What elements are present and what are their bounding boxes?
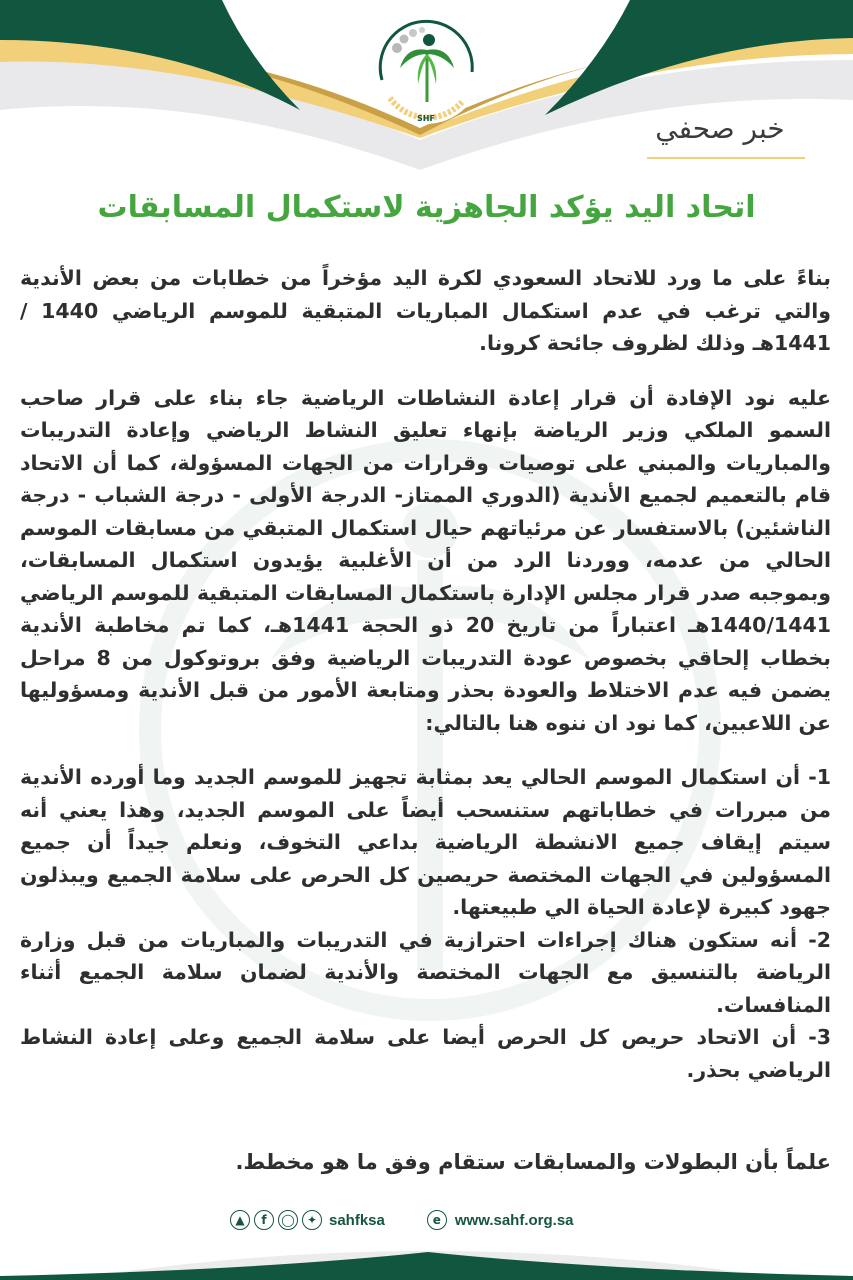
social-handle[interactable]: sahfksa (329, 1211, 385, 1229)
closing-note: علماً بأن البطولات والمسابقات ستقام وفق ما هو مخطط. (235, 1150, 831, 1174)
point-3: 3- أن الاتحاد حريص كل الحرص أيضا على سلامة الجميع وعلى إعادة النشاط الرياضي بحذر. (20, 1025, 831, 1082)
snapchat-icon[interactable]: ▲ (230, 1210, 250, 1230)
footer-contacts (230, 1206, 574, 1234)
press-release-label: خبر صحفي (655, 112, 785, 145)
point-2: 2- أنه ستكون هناك إجراءات احترازية في التدريبات والمباريات من قبل وزارة الرياضة بالتنسيق مع الجهات المختصة والأندية لضمان سلامة الجميع أثناء المنافسات. (20, 927, 831, 1017)
svg-text:SHF: SHF (417, 114, 435, 123)
instagram-icon[interactable]: ◯ (278, 1210, 298, 1230)
twitter-icon[interactable]: ✦ (302, 1210, 322, 1230)
kicker-underline (647, 157, 805, 159)
article-body (20, 262, 831, 1086)
facebook-icon[interactable]: f (254, 1210, 274, 1230)
paragraph-intro: بناءً على ما ورد للاتحاد السعودي لكرة اليد مؤخراً من خطابات من بعض الأندية والتي ترغب في عدم استكمال المباريات المتبقية للموسم الرياضي 1440 / 1441هـ وذلك لظروف جائحة كرونا. (20, 266, 832, 355)
shf-logo (366, 6, 486, 132)
paragraph-decision: عليه نود الإفادة أن قرار إعادة النشاطات الرياضية جاء بناء على قرار صاحب السمو الملكي وزير الرياضة بإنهاء تعليق النشاط الرياضي وإعادة التدريبات والمباريات والمبني على توصيات وقرارات من الجهات المسؤولة، كما أن الاتحاد قام بالتعميم لجميع الأندية (الدوري الممتاز- الدرجة الأولى - درجة الشباب - درجة الناشئين) بالاستفسار عن مرئياتهم حيال استكمال المتبقي من مسابقات الموسم الحالي من عدمه، ووردنا الرد من أن الأغلبية يؤيدون استكمال المسابقات، وبموجبه صدر قرار مجلس الإدارة باستكمال المسابقات المتبقية للموسم الرياضي 1440/1441هـ اعتباراً من تاريخ 20 ذو الحجة 1441هـ، كما تم مخاطبة الأندية بخطاب إلحاقي بخصوص عودة التدريبات الرياضية وفق بروتوكول من 8 مراحل يضمن فيه عدم الاختلاط والعودة بحذر ومتابعة الأمور من قبل الأندية ومسؤوليها عن اللاعبين، كما نود ان ننوه هنا بالتالي: (20, 385, 831, 735)
website-link[interactable]: www.sahf.org.sa (454, 1211, 574, 1229)
point-1: 1- أن استكمال الموسم الحالي يعد بمثابة تجهيز للموسم الجديد وما أورده الأندية من مبررات في خطاباتهم ستنسحب أيضاً على الموسم الجديد، وهذا يعني أنه سيتم إيقاف جميع الانشطة الرياضية بداعي التخوف، ونعلم جيداً أن جميع المسؤولين في الجهات المختصة حريصين كل الحرص على سلامة الجميع ويبذلون جهود كبيرة لإعادة الحياة الي طبيعتها. (20, 765, 831, 919)
article-title: اتحاد اليد يؤكد الجاهزية لاستكمال المسابقات (97, 190, 756, 225)
web-icon[interactable]: e (427, 1210, 447, 1230)
